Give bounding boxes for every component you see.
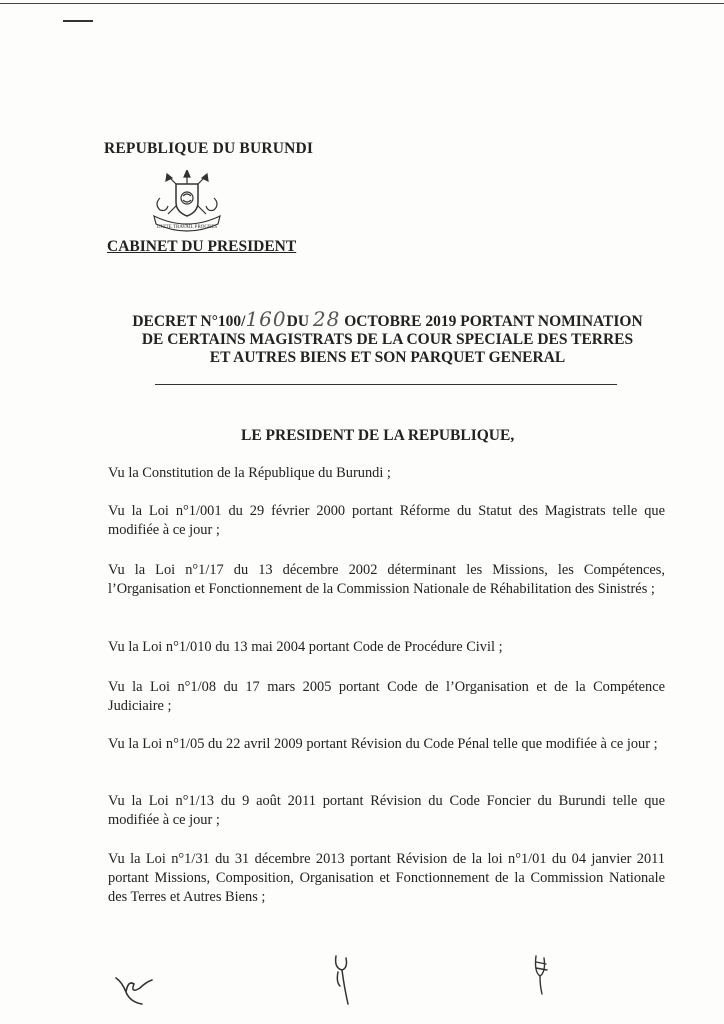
top-edge-rule [0,3,724,4]
initial-signature-1 [112,968,160,1008]
handwritten-decree-number: 160 [245,307,287,331]
consideration-8: Vu la Loi n°1/31 du 31 décembre 2013 portant Révision de la loi n°1/01 du 04 janvier 2011 portant Missions, Composition, Organisation et Fonctionnement de la Commission Nationale des Terres et Autres Biens ; [108,851,665,905]
consideration-7: Vu la Loi n°1/13 du 9 août 2011 portant Révision du Code Foncier du Burundi telle que modifiée à ce jour ; [108,793,665,828]
decree-prefix: DECRET N°100/ [132,313,246,330]
corner-dash-mark [63,20,93,22]
decree-line-2: DE CERTAINS MAGISTRATS DE LA COUR SPECIALE DES TERRES [141,331,634,348]
coat-of-arms-emblem [148,170,226,236]
initial-signature-3 [526,952,556,998]
cabinet-title: CABINET DU PRESIDENT [107,238,297,255]
decree-line-3: ET AUTRES BIENS ET SON PARQUET GENERAL [209,349,566,366]
decree-du: DU [286,313,310,330]
initial-signature-2 [328,952,358,1008]
consideration-5: Vu la Loi n°1/08 du 17 mars 2005 portant Code de l’Organisation et de la Compétence Judiciaire ; [108,679,665,714]
decree-underline [155,384,617,385]
emblem-motto: UNITE TRAVAIL PROGRES [156,225,218,230]
consideration-4: Vu la Loi n°1/010 du 13 mai 2004 portant Code de Procédure Civil ; [108,639,503,655]
consideration-1: Vu la Constitution de la République du Burundi ; [108,465,391,481]
decree-line-1 [100,307,675,331]
consideration-6: Vu la Loi n°1/05 du 22 avril 2009 portant Révision du Code Pénal telle que modifiée à ce jour ; [108,736,658,752]
handwritten-day: 28 [312,307,341,331]
decree-title [100,307,675,367]
consideration-2: Vu la Loi n°1/001 du 29 février 2000 portant Réforme du Statut des Magistrats telle que modifiée à ce jour ; [108,503,665,538]
decree-line-1-rest: OCTOBRE 2019 PORTANT NOMINATION [344,313,643,330]
president-heading: LE PRESIDENT DE LA REPUBLIQUE, [241,427,515,444]
republic-title: REPUBLIQUE DU BURUNDI [104,140,314,157]
consideration-3: Vu la Loi n°1/17 du 13 décembre 2002 déterminant les Missions, les Compétences, l’Organisation et Fonctionnement de la Commission Nationale de Réhabilitation des Sinistrés ; [108,562,665,597]
